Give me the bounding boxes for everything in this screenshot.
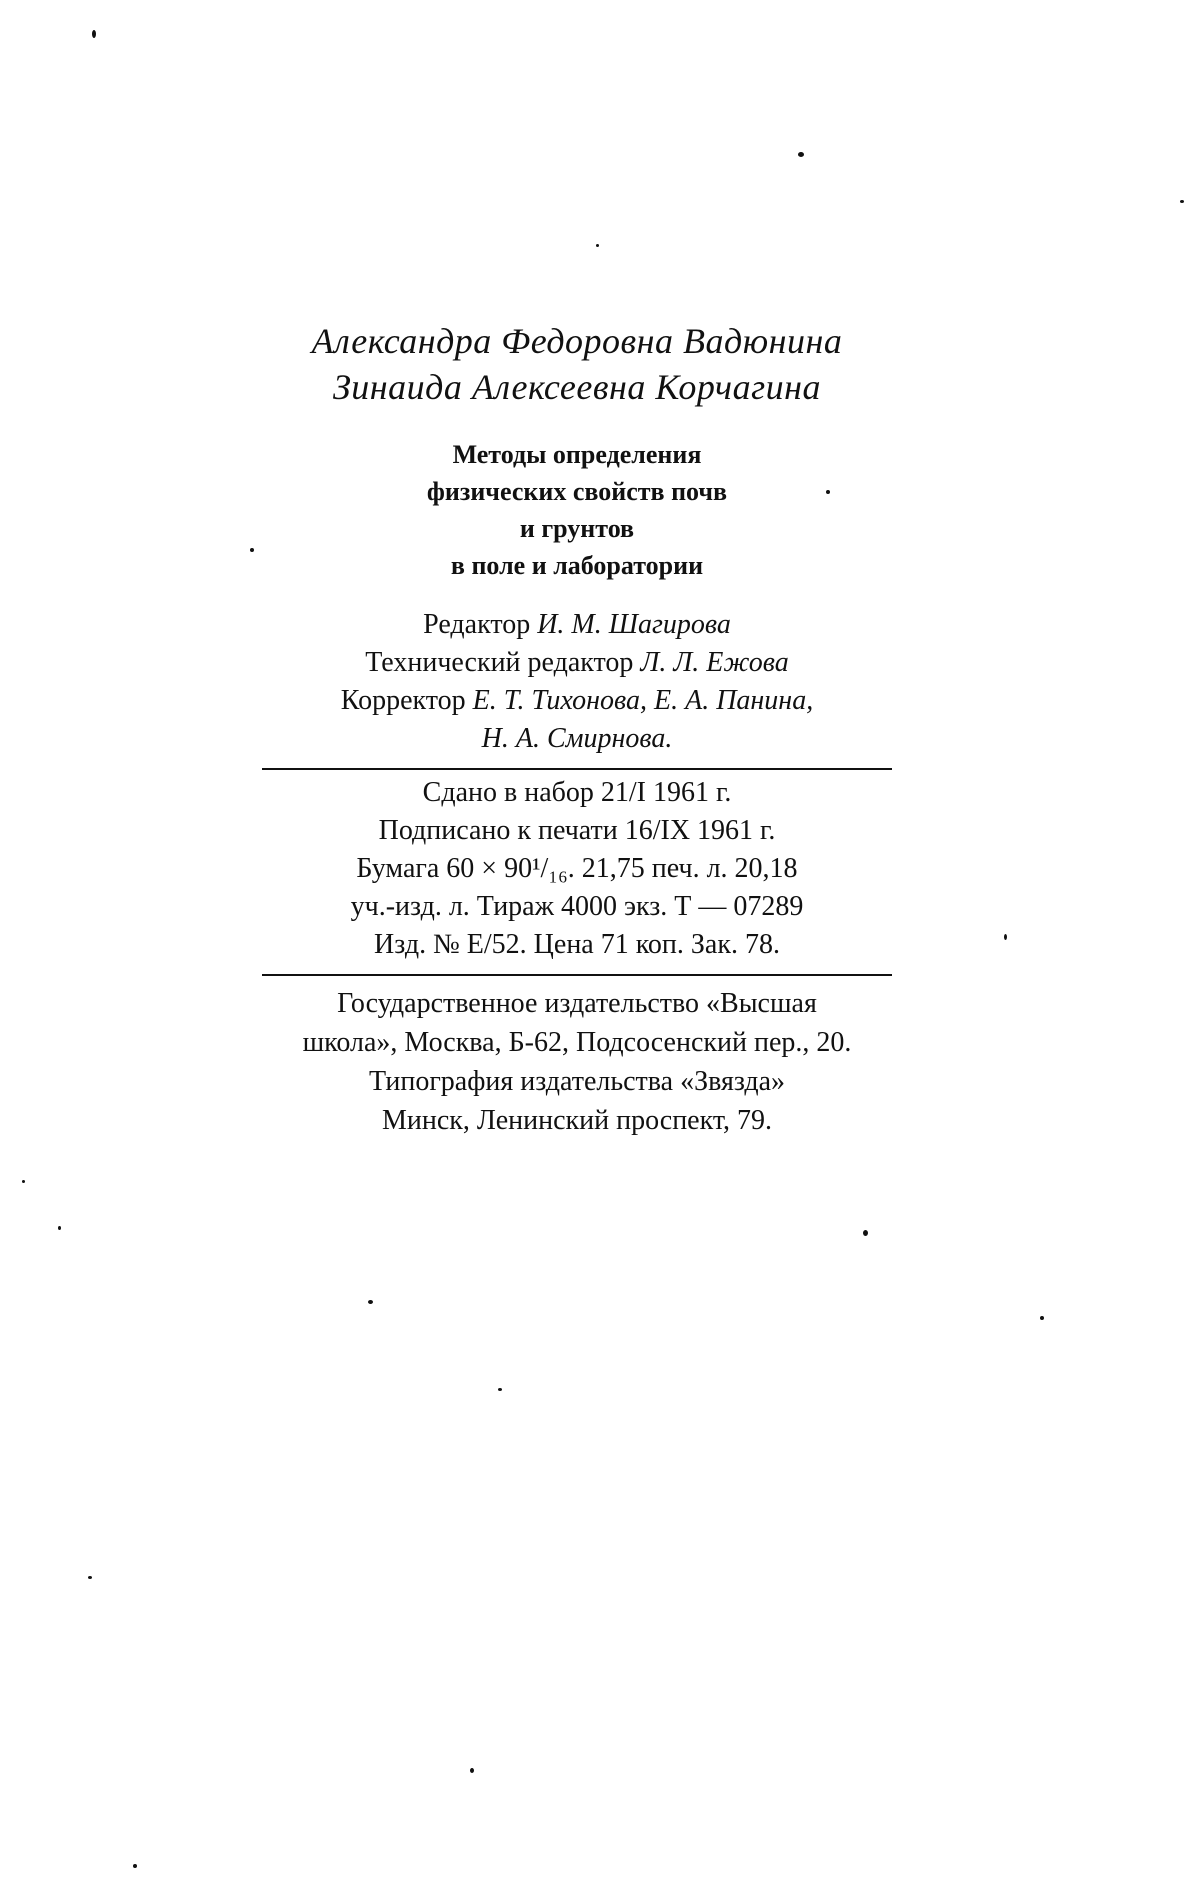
title-line: и грунтов [519, 514, 635, 543]
author-line: Зинаида Алексеевна Корчагина [332, 367, 821, 407]
tech-editor-name: Л. Л. Ежова [640, 647, 789, 678]
title-line: Методы определения [452, 440, 702, 469]
editor-name: И. М. Шагирова [537, 609, 731, 640]
divider-rule [262, 974, 892, 976]
scan-speck [368, 1300, 373, 1304]
publisher-info [262, 984, 892, 1140]
scan-speck [798, 152, 804, 157]
scan-speck [92, 30, 96, 38]
publisher-line: Государственное издательство «Высшая [337, 988, 817, 1019]
tech-editor-credit [262, 644, 892, 682]
corrector-names: Е. Т. Тихонова, Е. А. Панина, [472, 685, 814, 716]
print-info [262, 774, 892, 964]
scan-speck [470, 1768, 474, 1773]
scan-speck [826, 490, 830, 494]
print-info-line: Сдано в набор 21/I 1961 г. [422, 777, 732, 808]
publisher-line: школа», Москва, Б-62, Подсосенский пер., 20. [302, 1027, 852, 1058]
scan-speck [22, 1180, 25, 1183]
authors [262, 318, 892, 410]
editor-credit [262, 606, 892, 644]
publisher-line: Минск, Ленинский проспект, 79. [382, 1105, 772, 1136]
scan-speck [133, 1864, 137, 1868]
editor-label: Редактор [423, 609, 531, 640]
colophon-block [262, 318, 892, 1140]
print-info-line: уч.-изд. л. Тираж 4000 экз. Т — 07289 [350, 891, 804, 922]
scan-speck [498, 1388, 502, 1391]
editorial-credits [262, 606, 892, 758]
divider-rule [262, 768, 892, 770]
publisher-line: Типография издательства «Звязда» [368, 1066, 786, 1097]
corrector-credit [262, 682, 892, 720]
print-info-line: Изд. № Е/52. Цена 71 коп. Зак. 78. [374, 929, 780, 960]
scan-speck [596, 244, 599, 247]
author-line: Александра Федоровна Вадюнина [311, 321, 843, 361]
scan-speck [58, 1226, 61, 1230]
scan-speck [863, 1230, 868, 1236]
title-line: в поле и лаборатории [450, 551, 704, 580]
scan-speck [88, 1576, 92, 1579]
tech-editor-label: Технический редактор [365, 647, 634, 678]
scan-speck [250, 548, 254, 552]
corrector-label: Корректор [340, 685, 466, 716]
print-info-line: Подписано к печати 16/IX 1961 г. [378, 815, 776, 846]
scan-speck [1180, 200, 1184, 203]
corrector-names-continued: Н. А. Смирнова. [481, 723, 673, 754]
book-title [262, 436, 892, 584]
scan-speck [1004, 934, 1007, 940]
print-info-line: Бумага 60 × 90¹/₁₆. 21,75 печ. л. 20,18 [356, 853, 798, 884]
title-line: физических свойств почв [426, 477, 728, 506]
scan-speck [1040, 1316, 1044, 1320]
